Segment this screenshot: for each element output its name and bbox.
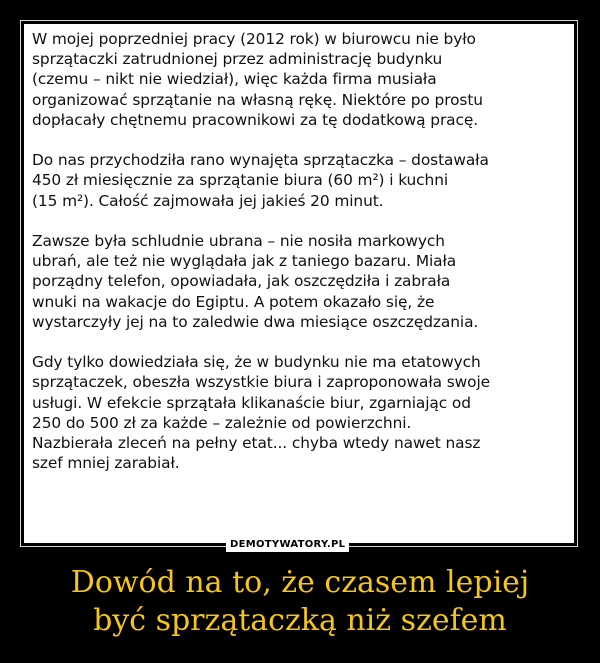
caption <box>0 564 600 640</box>
story-text <box>32 29 570 473</box>
story-paragraph-1: W mojej poprzedniej pracy (2012 rok) w biurowcu nie było sprzątaczki zatrudnionej przez administrację budynku (czemu – nikt nie wiedział), więc każda firma musiała organizować sprzątanie na własną rękę. Niektóre po prostu dopłacały chętnemu pracownikowi za tę dodatkową pracę. <box>32 30 483 129</box>
text-panel <box>24 24 574 543</box>
caption-line-1: Dowód na to, że czasem lepiej <box>70 565 530 600</box>
story-paragraph-3: Zawsze była schludnie ubrana – nie nosiła markowych ubrań, ale też nie wyglądała jak z taniego bazaru. Miała porządny telefon, opowiadała, jak oszczędziła i zabrała wnuki na wakacje do Egiptu. A potem okazało się, że wystarczyły jej na to zaledwie dwa miesiące oszczędzania. <box>32 232 479 331</box>
story-paragraph-4: Gdy tylko dowiedziała się, że w budynku nie ma etatowych sprzątaczek, obeszła wszystkie biura i zaproponowała swoje usługi. W efekcie sprzątała klikanaście biur, zgarniając od 250 do 500 zł za każde – zależnie od powierzchni. Nazbierała zleceń na pełny etat... chyba wtedy nawet nasz szef mniej zarabiał. <box>32 353 490 473</box>
story-paragraph-2: Do nas przychodziła rano wynajęta sprzątaczka – dostawała 450 zł miesięcznie za sprzątanie biura (60 m²) i kuchni (15 m²). Całość zajmowała jej jakieś 20 minut. <box>32 151 489 210</box>
caption-line-2: być sprzątaczką niż szefem <box>93 603 507 638</box>
site-watermark: DEMOTYWATORY.PL <box>226 538 349 552</box>
